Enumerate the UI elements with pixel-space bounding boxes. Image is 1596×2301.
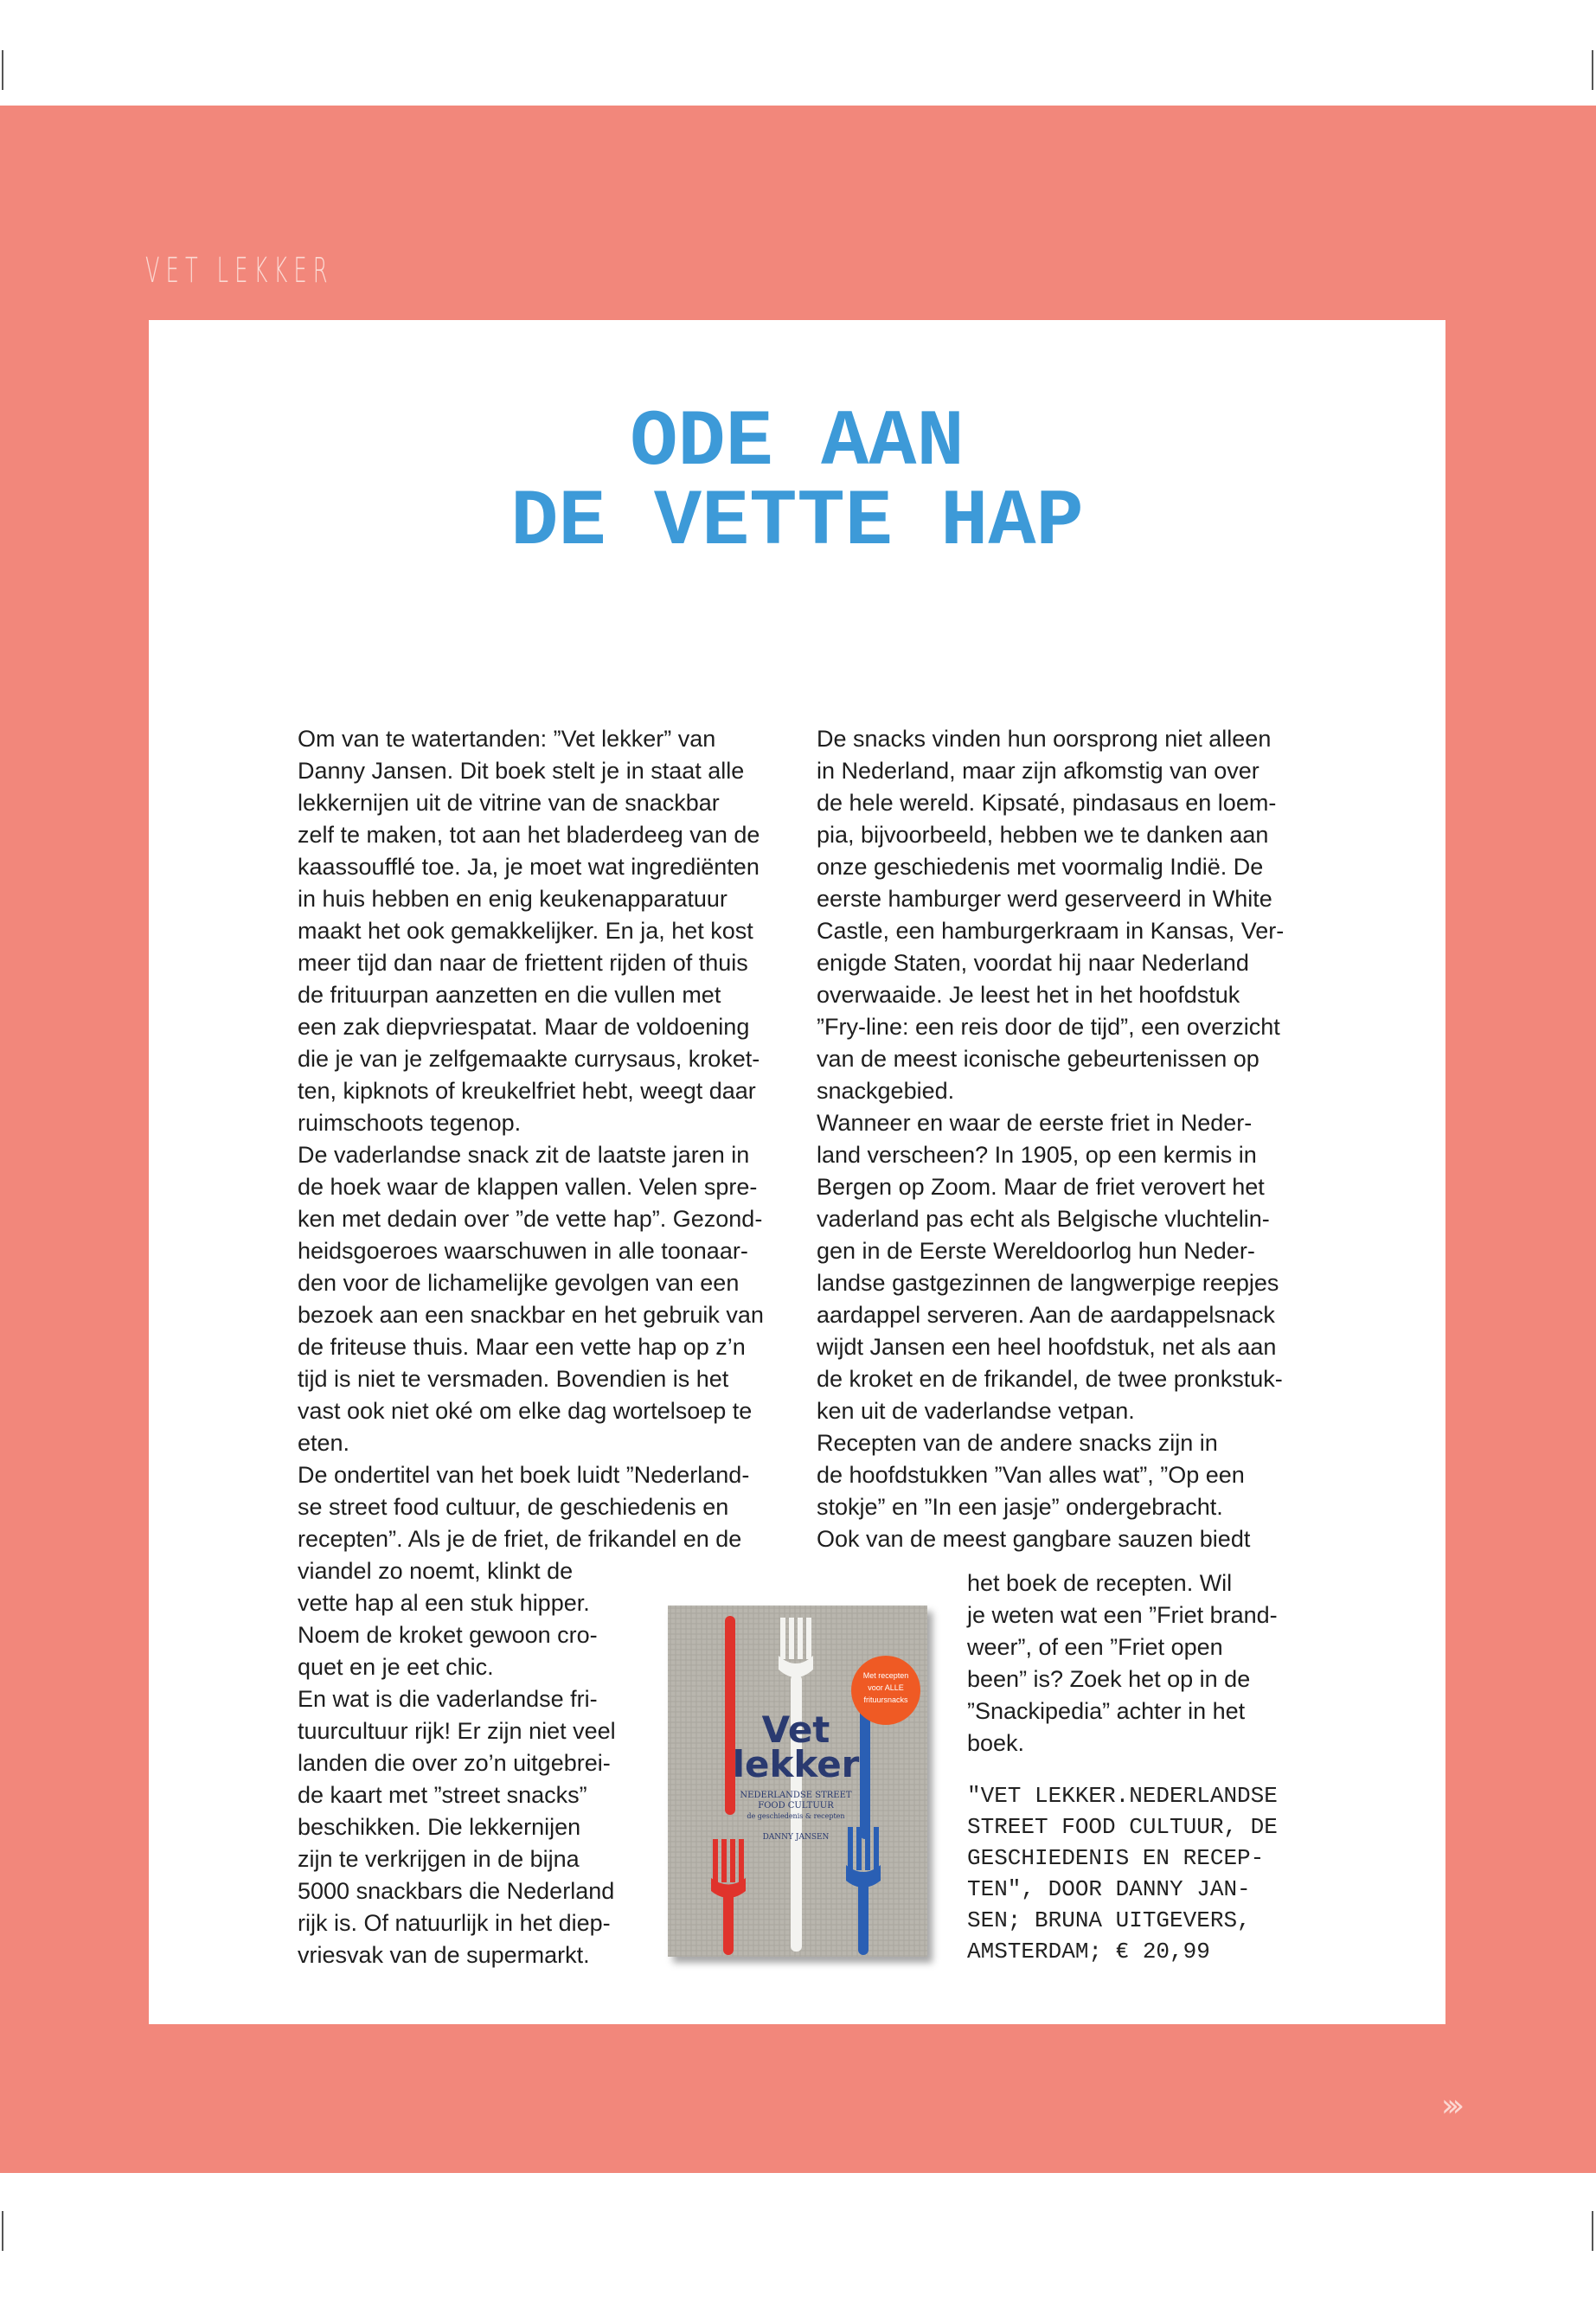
cover-subtitle-1: NEDERLANDSE STREET [740,1791,852,1800]
text-line: ten, kipknots of kreukelfriet hebt, weegt daar [298,1078,756,1104]
text-line: Recepten van de andere snacks zijn in [817,1430,1218,1456]
text-line: pia, bijvoorbeeld, hebben we te danken aan [817,822,1269,848]
text-line: zelf te maken, tot aan het bladerdeeg van de [298,822,760,848]
text-line: En wat is die vaderlandse fri- [298,1686,598,1712]
text-line: se street food cultuur, de geschiedenis en [298,1494,729,1520]
text-line: overwaaide. Je leest het in het hoofdstuk [817,982,1240,1008]
text-line: de frituurpan aanzetten en die vullen met [298,982,721,1008]
text-line: landen die over zo’n uitgebrei- [298,1750,611,1776]
text-line: den voor de lichamelijke gevolgen van een [298,1270,740,1296]
text-line: onze geschiedenis met voormalig Indië. De [817,854,1264,880]
text-line: in Nederland, maar zijn afkomstig van over [817,758,1259,784]
article-panel [149,320,1445,2024]
text-line: vaderland pas echt als Belgische vluchtelin- [817,1206,1270,1232]
caption-line: STREET FOOD CULTUUR, DE [967,1814,1278,1840]
caption-line: AMSTERDAM; € 20,99 [967,1939,1210,1965]
text-line: quet en je eet chic. [298,1654,494,1680]
text-line: de kroket en de frikandel, de twee pronkstuk- [817,1366,1283,1392]
text-line: snackgebied. [817,1078,955,1104]
text-line: kaassoufflé toe. Ja, je moet wat ingrediënten [298,854,760,880]
text-line: Castle, een hamburgerkraam in Kansas, Ver- [817,918,1285,944]
crop-mark [2,50,3,90]
text-line: 5000 snackbars die Nederland [298,1878,615,1904]
text-line: meer tijd dan naar de friettent rijden of thuis [298,950,748,976]
text-line: land verscheen? In 1905, op een kermis in [817,1142,1257,1168]
text-line: recepten”. Als je de friet, de frikandel en de [298,1526,742,1552]
text-line: aardappel serveren. Aan de aardappelsnack [817,1302,1275,1328]
text-line: enigde Staten, voordat hij naar Nederland [817,950,1249,976]
article-title [149,397,1445,567]
text-line: van de meest iconische gebeurtenissen op [817,1046,1259,1072]
text-line: je weten wat een ”Friet brand- [967,1602,1278,1628]
crop-mark [2,2211,3,2251]
crop-mark [1592,2211,1593,2251]
crop-mark [1592,50,1593,90]
book-cover-image [668,1606,927,1957]
text-line: die je van je zelfgemaakte currysaus, kroket- [298,1046,760,1072]
text-line: De snacks vinden hun oorsprong niet alleen [817,726,1272,752]
text-line: het boek de recepten. Wil [967,1570,1233,1596]
caption-line: SEN; BRUNA UITGEVERS, [967,1907,1251,1933]
text-line: lekkernijen uit de vitrine van de snackbar [298,790,720,816]
book-caption [967,1780,1278,1967]
cover-author: DANNY JANSEN [762,1833,830,1842]
text-line: zijn te verkrijgen in de bijna [298,1846,580,1872]
cover-title-1: Vet [761,1708,830,1751]
text-line: de kaart met ”street snacks” [298,1782,587,1808]
title-line: DE VETTE HAP [510,477,1084,567]
text-line: De ondertitel van het boek luidt ”Nederland- [298,1462,750,1488]
text-line: tuurcultuur rijk! Er zijn niet veel [298,1718,616,1744]
text-line: tijd is niet te versmaden. Bovendien is het [298,1366,729,1392]
text-line: eten. [298,1430,350,1456]
text-line: vast ook niet oké om elke dag wortelsoep te [298,1398,753,1424]
article-column-2-wrap [967,1567,1278,1759]
caption-line: TEN", DOOR DANNY JAN- [967,1876,1251,1902]
text-line: maakt het ook gemakkelijker. En ja, het kost [298,918,753,944]
text-line: bezoek aan een snackbar en het gebruik van [298,1302,764,1328]
text-line: Danny Jansen. Dit boek stelt je in staat alle [298,758,745,784]
text-line: ruimschoots tegenop. [298,1110,522,1136]
text-line: beschikken. Die lekkernijen [298,1814,581,1840]
text-line: gen in de Eerste Wereldoorlog hun Neder- [817,1238,1255,1264]
text-line: De vaderlandse snack zit de laatste jaren in [298,1142,750,1168]
double-chevron-right-icon[interactable]: ››› [1441,2088,1458,2124]
text-line: vette hap al een stuk hipper. [298,1590,590,1616]
text-line: ”Fry-line: een reis door de tijd”, een overzicht [817,1014,1280,1040]
svg-text:Met recepten: Met recepten [862,1671,909,1680]
text-line: Ook van de meest gangbare sauzen biedt [817,1526,1251,1552]
text-line: eerste hamburger werd geserveerd in White [817,886,1272,912]
text-line: weer”, of een ”Friet open [967,1634,1223,1660]
text-line: de hele wereld. Kipsaté, pindasaus en loem- [817,790,1277,816]
text-line: Om van te watertanden: ”Vet lekker” van [298,726,716,752]
text-line: vriesvak van de supermarkt. [298,1942,590,1968]
cover-title-2: lekker [732,1743,860,1785]
text-line: de friteuse thuis. Maar een vette hap op z’n [298,1334,746,1360]
caption-line: "VET LEKKER.NEDERLANDSE [967,1783,1278,1809]
section-label: VET LEKKER [145,251,334,291]
article-column-2 [817,723,1284,1555]
cover-subtitle-2: FOOD CULTUUR [758,1801,834,1811]
title-line: ODE AAN [630,397,965,488]
text-line: viandel zo noemt, klinkt de [298,1558,574,1584]
text-line: rijk is. Of natuurlijk in het diep- [298,1910,611,1936]
text-line: ”Snackipedia” achter in het [967,1698,1246,1724]
text-line: boek. [967,1730,1025,1756]
text-line: de hoek waar de klappen vallen. Velen spre- [298,1174,758,1200]
page-background [0,106,1596,2173]
text-line: heidsgoeroes waarschuwen in alle toonaar- [298,1238,748,1264]
text-line: wijdt Jansen een heel hoofdstuk, net als aan [817,1334,1277,1360]
text-line: been” is? Zoek het op in de [967,1666,1251,1692]
text-line: Bergen op Zoom. Maar de friet verovert het [817,1174,1265,1200]
text-line: Noem de kroket gewoon cro- [298,1622,598,1648]
text-line: ken uit de vaderlandse vetpan. [817,1398,1135,1424]
text-line: ken met dedain over ”de vette hap”. Gezond- [298,1206,763,1232]
svg-text:voor ALLE: voor ALLE [868,1683,904,1692]
cover-subtitle-3: de geschiedenis & recepten [747,1812,845,1820]
text-line: stokje” en ”In een jasje” ondergebracht. [817,1494,1223,1520]
text-line: de hoofdstukken ”Van alles wat”, ”Op een [817,1462,1245,1488]
caption-line: GESCHIEDENIS EN RECEP- [967,1845,1265,1871]
text-line: een zak diepvriespatat. Maar de voldoening [298,1014,750,1040]
text-line: Wanneer en waar de eerste friet in Neder- [817,1110,1253,1136]
svg-text:frituursnacks: frituursnacks [863,1695,908,1704]
text-line: in huis hebben en enig keukenapparatuur [298,886,727,912]
text-line: landse gastgezinnen de langwerpige reepjes [817,1270,1279,1296]
